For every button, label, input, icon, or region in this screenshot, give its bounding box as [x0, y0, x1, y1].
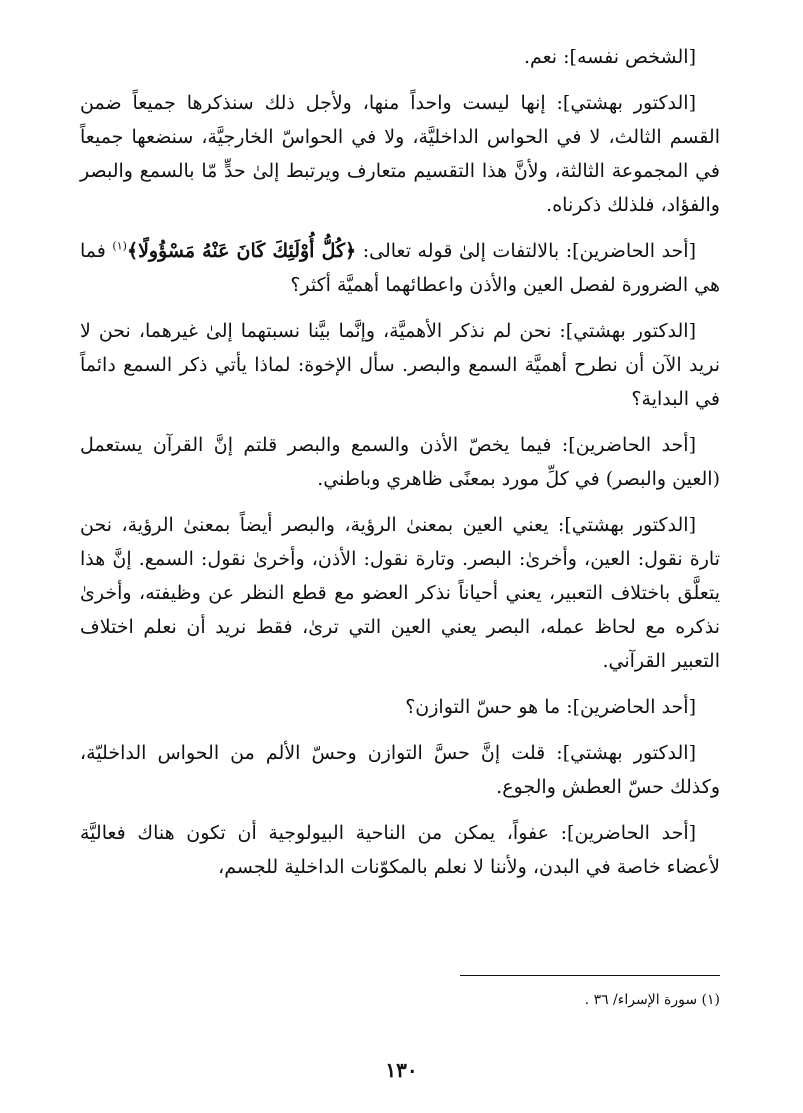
speaker-label: [أحد الحاضرين] — [567, 822, 697, 844]
paragraph-text: : عفواً، يمكن من الناحية البيولوجية أن تكون هناك فعاليَّة لأعضاء خاصة في البدن، ولأننا لا نعلم بالمكوّنات الداخلية للجسم، — [80, 822, 720, 878]
paragraph-text: : نحن لم نذكر الأهميَّة، وإنَّما بيَّنا نسبتهما إلىٰ غيرهما، نحن لا نريد الآن أن نطرح أهميَّة السمع والبصر. سأل الإخوة: لماذا يأتي ذكر السمع دائماً في البداية؟ — [80, 320, 720, 410]
paragraph-text: : ما هو حسّ التوازن؟ — [405, 696, 573, 718]
speaker-label: [الدكتور بهشتي] — [562, 742, 696, 764]
footnote-divider — [460, 975, 720, 976]
paragraph-6 — [80, 508, 720, 678]
paragraph-8 — [80, 736, 720, 804]
speaker-label: [الشخص نفسه] — [569, 46, 696, 68]
footnote: (١) سورة الإسراء/ ٣٦ . — [584, 992, 720, 1008]
paragraph-9 — [80, 816, 720, 884]
speaker-label: [أحد الحاضرين] — [568, 434, 696, 456]
speaker-label: [الدكتور بهشتي] — [565, 320, 696, 342]
paragraph-text: : نعم. — [523, 46, 570, 68]
paragraph-text: : يعني العين بمعنىٰ الرؤية، والبصر أيضاً بمعنىٰ الرؤية، نحن تارة نقول: العين، وأخرىٰ: البصر. وتارة نقول: الأذن، وأخرىٰ نقول: السمع. إنَّ هذا يتعلَّق باختلاف التعبير، يعني أحياناً نذكر العضو مع قطع النظر عن وظيفته، وأخرىٰ نذكره مع لحاظ عمله، البصر يعني العين التي ترىٰ، فقط نريد أن نعلم اختلاف التعبير القرآني. — [80, 514, 720, 672]
paragraph-3 — [80, 234, 720, 302]
paragraph-7 — [80, 690, 720, 724]
page-body — [80, 40, 720, 896]
speaker-label: [أحد الحاضرين] — [572, 696, 696, 718]
paragraph-text: : فيما يخصّ الأذن والسمع والبصر قلتم إنَّ القرآن يستعمل (العين والبصر) في كلِّ مورد بمعنًى ظاهري وباطني. — [80, 434, 720, 490]
paragraph-text: : إنها ليست واحداً منها، ولأجل ذلك سنذكرها جميعاً ضمن القسم الثالث، لا في الحواس الداخليَّة، ولا في الحواسّ الخارجيَّة، سنضعها جميعاً في المجموعة الثالثة، ولأنَّ هذا التقسيم متعارف ويرتبط إلىٰ حدٍّ مّا بالسمع والبصر والفؤاد، فلذلك ذكرناه. — [80, 92, 720, 216]
paragraph-1 — [80, 40, 720, 74]
footnote-marker[interactable]: (١) — [112, 239, 127, 253]
speaker-label: [أحد الحاضرين] — [572, 240, 696, 262]
paragraph-5 — [80, 428, 720, 496]
speaker-label: [الدكتور بهشتي] — [562, 92, 696, 114]
paragraph-text: : قلت إنَّ حسَّ التوازن وحسّ الألم من الحواس الداخليّة، وكذلك حسّ العطش والجوع. — [80, 742, 720, 798]
speaker-label: [الدكتور بهشتي] — [564, 514, 696, 536]
paragraph-4 — [80, 314, 720, 416]
page-number: ١٣٠ — [385, 1058, 418, 1082]
quran-verse: ﴿كُلُّ أُوْلَئِكَ كَانَ عَنْهُ مَسْؤُولًا﴾ — [126, 240, 357, 262]
paragraph-text: : بالالتفات إلىٰ قوله تعالى: — [356, 240, 573, 262]
paragraph-2 — [80, 86, 720, 222]
paragraph-text: فما هي الضرورة لفصل العين والأذن واعطائهما أهميَّة أكثر؟ — [80, 240, 720, 296]
